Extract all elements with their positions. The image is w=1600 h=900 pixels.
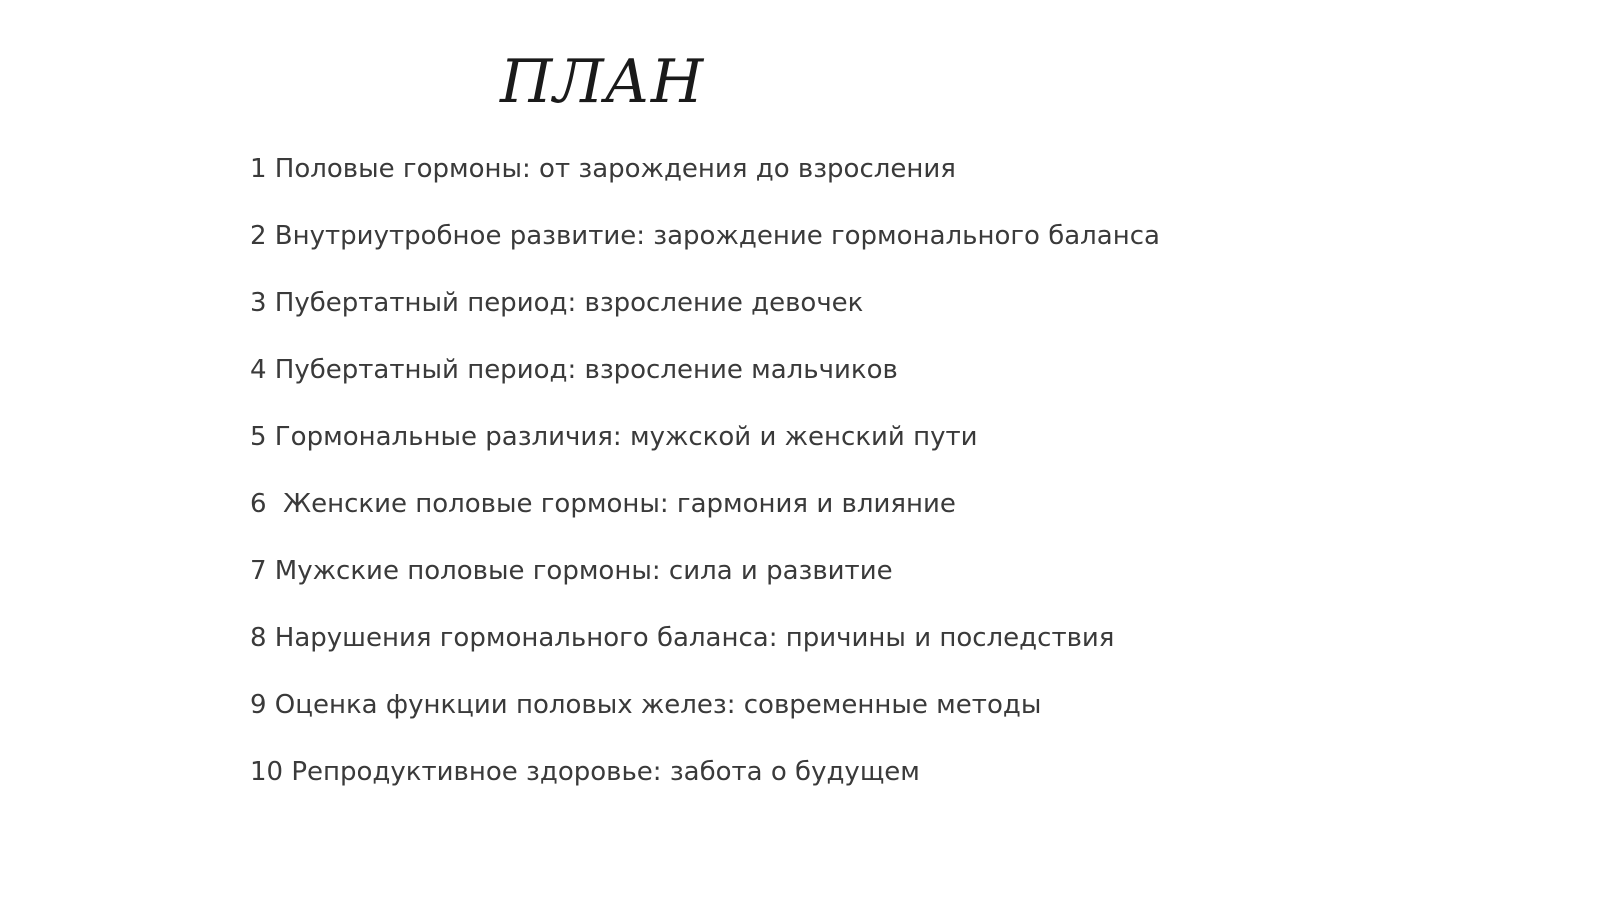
plan-item-4: 4 Пубертатный период: взросление мальчиков [250,355,898,385]
plan-item-2: 2 Внутриутробное развитие: зарождение гормонального баланса [250,221,1160,251]
plan-item-6: 6 Женские половые гормоны: гармония и влияние [250,489,956,519]
plan-item-3: 3 Пубертатный период: взросление девочек [250,288,864,318]
plan-item-5: 5 Гормональные различия: мужской и женский пути [250,422,978,452]
plan-list [250,149,1160,819]
slide-title: ПЛАН [500,47,705,117]
plan-item-8: 8 Нарушения гормонального баланса: причины и последствия [250,623,1115,653]
plan-item-10: 10 Репродуктивное здоровье: забота о будущем [250,757,920,787]
plan-item-1: 1 Половые гормоны: от зарождения до взросления [250,154,956,184]
plan-item-7: 7 Мужские половые гормоны: сила и развитие [250,556,893,586]
plan-item-9: 9 Оценка функции половых желез: современные методы [250,690,1042,720]
